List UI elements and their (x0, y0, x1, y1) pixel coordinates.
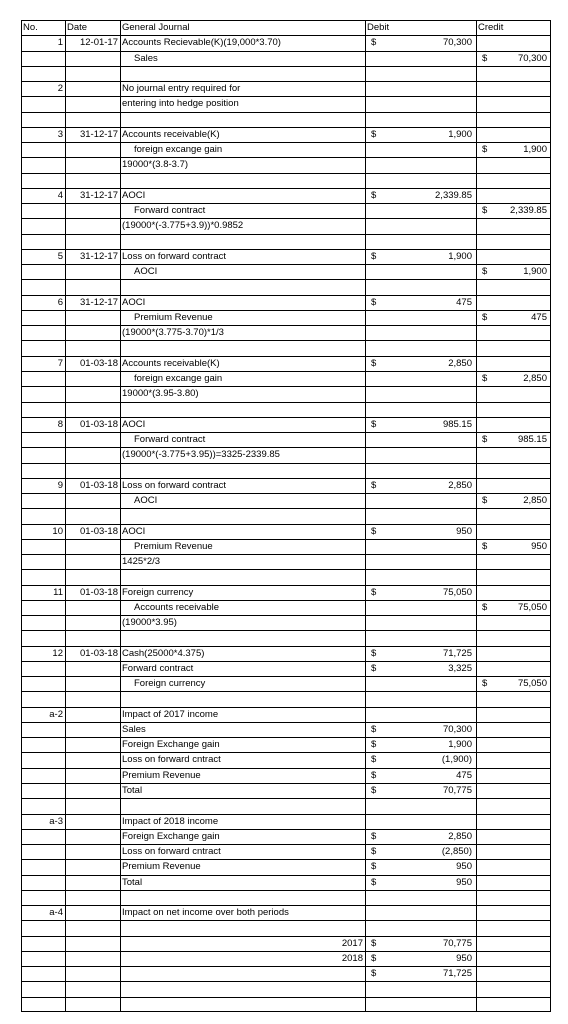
year-label: 2018 (341, 953, 363, 964)
grid-row-line (21, 234, 551, 235)
entry-description: Foreign currency (134, 678, 206, 689)
credit-currency: $ (482, 602, 488, 613)
entry-date: 01-03-18 (79, 358, 118, 369)
header-debit: Debit (367, 22, 390, 33)
grid-column-line (120, 20, 121, 1012)
entry-description: Impact of 2017 income (122, 709, 219, 720)
credit-amount: 2,850 (523, 495, 547, 506)
debit-amount: 475 (456, 770, 472, 781)
entry-description: foreign excange gain (134, 373, 223, 384)
header-general-journal: General Journal (122, 22, 190, 33)
entry-description: Impact of 2018 income (122, 816, 219, 827)
entry-description: AOCI (122, 526, 146, 537)
entry-date: 01-03-18 (79, 587, 118, 598)
entry-description: 19000*(3.8-3.7) (122, 159, 189, 170)
entry-description: Forward contract (134, 434, 206, 445)
credit-currency: $ (482, 144, 488, 155)
header-date: Date (67, 22, 88, 33)
entry-description: AOCI (122, 297, 146, 308)
credit-currency: $ (482, 205, 488, 216)
credit-amount: 70,300 (517, 53, 547, 64)
credit-amount: 985.15 (517, 434, 547, 445)
entry-date: 31-12-17 (79, 251, 118, 262)
debit-currency: $ (371, 648, 377, 659)
debit-amount: 2,339.85 (435, 190, 472, 201)
grid-row-line (21, 508, 551, 509)
entry-number: a-2 (49, 709, 63, 720)
debit-amount: 950 (456, 861, 472, 872)
credit-currency: $ (482, 373, 488, 384)
entry-date: 01-03-18 (79, 526, 118, 537)
credit-currency: $ (482, 312, 488, 323)
debit-currency: $ (371, 37, 377, 48)
debit-currency: $ (371, 724, 377, 735)
debit-currency: $ (371, 663, 377, 674)
debit-amount: 1,900 (448, 739, 472, 750)
debit-amount: 70,775 (442, 785, 472, 796)
grid-row-line (21, 997, 551, 998)
debit-amount: 2,850 (448, 480, 472, 491)
entry-description: AOCI (134, 266, 158, 277)
debit-amount: 71,725 (442, 968, 472, 979)
credit-currency: $ (482, 266, 488, 277)
entry-number: 10 (52, 526, 63, 537)
debit-currency: $ (371, 587, 377, 598)
debit-amount: (2,850) (441, 846, 472, 857)
debit-currency: $ (371, 297, 377, 308)
entry-number: 2 (57, 83, 63, 94)
entry-description: Foreign Exchange gain (122, 831, 220, 842)
entry-description: Loss on forward cntract (122, 846, 221, 857)
entry-description: 19000*(3.95-3.80) (122, 388, 199, 399)
entry-description: 1425*2/3 (122, 556, 161, 567)
entry-description: Total (122, 877, 143, 888)
grid-row-line (21, 920, 551, 921)
grid-row-line (21, 798, 551, 799)
grid-row-line (21, 981, 551, 982)
entry-number: 9 (57, 480, 63, 491)
entry-number: 8 (57, 419, 63, 430)
entry-description: entering into hedge position (122, 98, 239, 109)
credit-currency: $ (482, 678, 488, 689)
debit-amount: 70,775 (442, 938, 472, 949)
entry-description: Sales (122, 724, 146, 735)
header-no: No. (23, 22, 38, 33)
credit-currency: $ (482, 541, 488, 552)
grid-column-line (65, 20, 66, 1012)
entry-description: Accounts receivable (134, 602, 220, 613)
entry-number: 7 (57, 358, 63, 369)
entry-number: 5 (57, 251, 63, 262)
entry-description: Forward contract (122, 663, 194, 674)
credit-amount: 2,339.85 (510, 205, 547, 216)
debit-amount: 985.15 (442, 419, 472, 430)
entry-date: 01-03-18 (79, 480, 118, 491)
entry-date: 01-03-18 (79, 419, 118, 430)
entry-description: AOCI (122, 419, 146, 430)
debit-amount: 2,850 (448, 831, 472, 842)
entry-number: 1 (57, 37, 63, 48)
entry-description: (19000*(3.775-3.70)*1/3 (122, 327, 224, 338)
credit-amount: 475 (531, 312, 547, 323)
entry-description: Accounts receivable(K) (122, 358, 220, 369)
entry-description: Impact on net income over both periods (122, 907, 289, 918)
debit-currency: $ (371, 358, 377, 369)
entry-description: (19000*(-3.775+3.95))=3325-2339.85 (122, 449, 280, 460)
credit-amount: 1,900 (523, 144, 547, 155)
entry-date: 12-01-17 (79, 37, 118, 48)
debit-amount: 950 (456, 526, 472, 537)
debit-amount: (1,900) (441, 754, 472, 765)
debit-amount: 1,900 (448, 129, 472, 140)
entry-description: foreign excange gain (134, 144, 223, 155)
grid-row-line (21, 691, 551, 692)
year-label: 2017 (341, 938, 363, 949)
entry-description: Accounts receivable(K) (122, 129, 220, 140)
credit-amount: 1,900 (523, 266, 547, 277)
debit-currency: $ (371, 846, 377, 857)
grid-column-line (476, 20, 477, 1012)
grid-column-line (21, 20, 22, 1012)
debit-currency: $ (371, 861, 377, 872)
credit-amount: 75,050 (517, 678, 547, 689)
debit-amount: 71,725 (442, 648, 472, 659)
entry-description: Foreign Exchange gain (122, 739, 220, 750)
grid-row-line (21, 402, 551, 403)
entry-number: 12 (52, 648, 63, 659)
entry-number: 11 (53, 587, 63, 598)
grid-row-line (21, 463, 551, 464)
grid-row-line (21, 630, 551, 631)
credit-currency: $ (482, 434, 488, 445)
debit-currency: $ (371, 968, 377, 979)
entry-description: Cash(25000*4.375) (122, 648, 205, 659)
debit-amount: 70,300 (442, 724, 472, 735)
grid-column-line (365, 20, 366, 1012)
grid-row-line (21, 20, 551, 21)
debit-amount: 950 (456, 877, 472, 888)
entry-description: Premium Revenue (134, 312, 213, 323)
debit-currency: $ (371, 754, 377, 765)
debit-currency: $ (371, 953, 377, 964)
entry-description: Forward contract (134, 205, 206, 216)
debit-amount: 1,900 (448, 251, 472, 262)
debit-amount: 475 (456, 297, 472, 308)
journal-sheet (21, 20, 551, 1012)
entry-number: a-4 (49, 907, 63, 918)
grid-row-line (21, 890, 551, 891)
debit-amount: 950 (456, 953, 472, 964)
entry-description: AOCI (134, 495, 158, 506)
debit-currency: $ (371, 419, 377, 430)
grid-column-line (550, 20, 551, 1012)
entry-description: Loss on forward contract (122, 251, 227, 262)
debit-currency: $ (371, 129, 377, 140)
entry-description: (19000*(-3.775+3.9))*0.9852 (122, 220, 244, 231)
entry-number: 4 (57, 190, 63, 201)
entry-description: Premium Revenue (122, 770, 201, 781)
debit-amount: 3,325 (448, 663, 472, 674)
debit-amount: 2,850 (448, 358, 472, 369)
grid-row-line (21, 66, 551, 67)
entry-description: Foreign currency (122, 587, 194, 598)
grid-row-line (21, 340, 551, 341)
debit-currency: $ (371, 831, 377, 842)
credit-amount: 950 (531, 541, 547, 552)
grid-row-line (21, 569, 551, 570)
debit-currency: $ (371, 251, 377, 262)
entry-description: Loss on forward cntract (122, 754, 221, 765)
debit-currency: $ (371, 739, 377, 750)
entry-description: Loss on forward contract (122, 480, 227, 491)
entry-number: a-3 (49, 816, 63, 827)
entry-description: Total (122, 785, 143, 796)
header-credit: Credit (478, 22, 504, 33)
entry-description: Premium Revenue (122, 861, 201, 872)
credit-currency: $ (482, 53, 488, 64)
entry-description: AOCI (122, 190, 146, 201)
entry-number: 6 (57, 297, 63, 308)
grid-row-line (21, 112, 551, 113)
grid-row-line (21, 1011, 551, 1012)
debit-currency: $ (371, 770, 377, 781)
entry-description: Premium Revenue (134, 541, 213, 552)
credit-amount: 75,050 (517, 602, 547, 613)
entry-description: Sales (134, 53, 158, 64)
entry-date: 01-03-18 (79, 648, 118, 659)
debit-currency: $ (371, 190, 377, 201)
entry-description: Accounts Recievable(K)(19,000*3.70) (122, 37, 281, 48)
debit-amount: 70,300 (442, 37, 472, 48)
grid-row-line (21, 279, 551, 280)
debit-currency: $ (371, 938, 377, 949)
entry-description: (19000*3.95) (122, 617, 177, 628)
entry-date: 31-12-17 (79, 190, 118, 201)
entry-description: No journal entry required for (122, 83, 241, 94)
debit-currency: $ (371, 785, 377, 796)
debit-currency: $ (371, 480, 377, 491)
entry-date: 31-12-17 (79, 297, 118, 308)
grid-row-line (21, 173, 551, 174)
debit-currency: $ (371, 526, 377, 537)
credit-amount: 2,850 (523, 373, 547, 384)
debit-currency: $ (371, 877, 377, 888)
entry-number: 3 (57, 129, 63, 140)
credit-currency: $ (482, 495, 488, 506)
debit-amount: 75,050 (442, 587, 472, 598)
entry-date: 31-12-17 (79, 129, 118, 140)
